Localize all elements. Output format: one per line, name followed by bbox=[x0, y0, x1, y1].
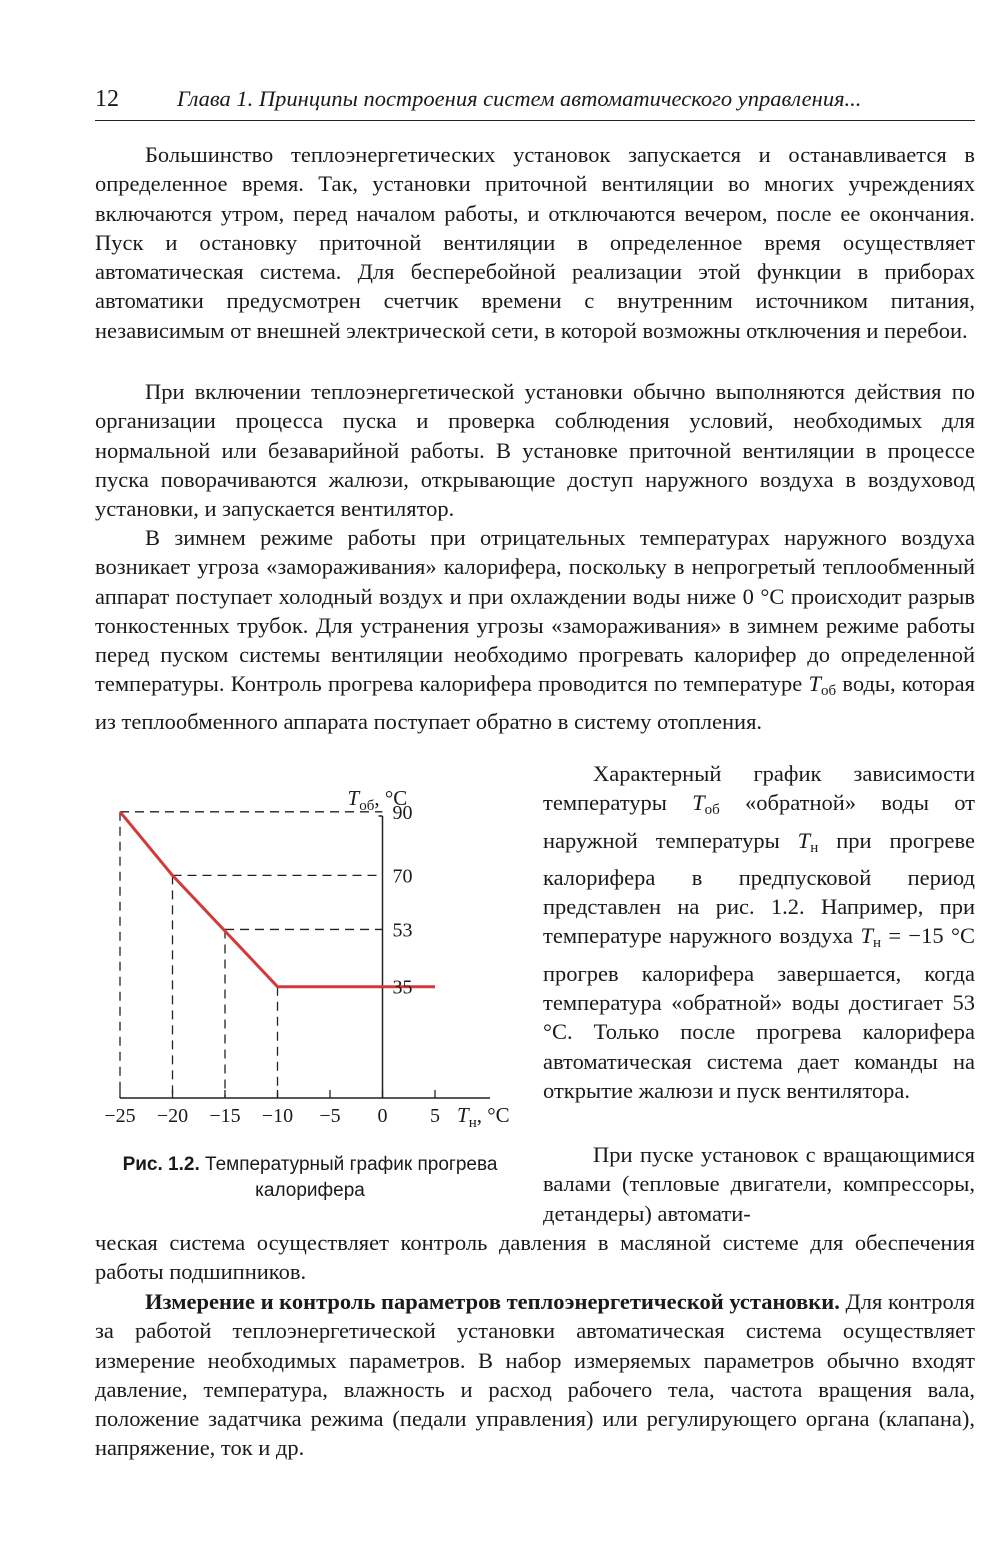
paragraph-text: воды, которая из теплообменного аппарата поступает обратно в систему отопления. bbox=[95, 671, 975, 734]
running-header bbox=[95, 84, 975, 121]
running-title: Глава 1. Принципы построения систем автоматического управления... bbox=[177, 86, 862, 111]
symbol-subscript: н bbox=[872, 935, 881, 952]
symbol-subscript: об bbox=[820, 683, 837, 700]
x-tick-label: −25 bbox=[104, 1105, 136, 1127]
x-axis-title: $T_н$, °C bbox=[457, 1103, 510, 1131]
y-tick-label: 90 bbox=[392, 801, 413, 824]
symbol-t: T bbox=[808, 671, 821, 697]
y-tick-label: 35 bbox=[392, 976, 413, 999]
paragraph-text: При пуске установок с вращающимися валами (тепловые двигатели, компрессоры, детандеры) автомати- bbox=[543, 1142, 975, 1226]
paragraph-text: Для контроля за работой теплоэнергетической установки автоматическая система осуществляет измерение необходимых параметров. В набор измеряемых параметров обычно входят давление, температура, влажность и расход рабочего тела, частота вращения вала, положение задатчика режима (педали управления) или регулирующего органа (клапана), напряжение, ток и др. bbox=[95, 1289, 975, 1461]
x-tick-label: −5 bbox=[319, 1105, 341, 1127]
paragraph-graph-description bbox=[543, 759, 975, 1105]
x-tick-label: −20 bbox=[156, 1105, 189, 1127]
paragraph-measurement bbox=[95, 1287, 975, 1463]
x-tick-label: 0 bbox=[377, 1105, 388, 1127]
chart-axes bbox=[120, 816, 490, 1098]
y-axis-title: $T_{об}$, °C bbox=[347, 786, 408, 814]
symbol-subscript: об bbox=[704, 802, 720, 819]
symbol-t: T bbox=[860, 923, 873, 949]
section-heading: Измерение и контроль параметров теплоэнергетической установки. bbox=[145, 1289, 840, 1314]
paragraph-rotating-shafts-bottom bbox=[95, 1228, 975, 1287]
paragraph-startup-actions bbox=[95, 377, 975, 523]
x-tick-label: −10 bbox=[261, 1105, 294, 1127]
paragraph-text: Большинство теплоэнергетических установок запускается и останавливается в определенное время. Так, установки приточной вентиляции во многих учреждениях включаются утром, перед началом работы, и отключаются вечером, после ее окончания. Пуск и остановку приточной вентиляции в определенное время осуществляет автоматическая система. Для бесперебойной реализации этой функции в приборах автоматики предусмотрен счетчик времени с внутренним источником питания, независимым от внешней электрической сети, в которой возможны отключения и перебои. bbox=[95, 142, 975, 343]
chart-svg bbox=[95, 780, 530, 1140]
caption-text: Температурный график прогрева калорифера bbox=[199, 1154, 498, 1201]
paragraph-text: при прогреве калорифера в предпусковой период представлен на рис. 1.2. Например, при температуре наружного воздуха bbox=[543, 827, 975, 949]
paragraph-startup-timer bbox=[95, 140, 975, 345]
figure-temperature-graph bbox=[95, 780, 530, 1140]
symbol-subscript: н bbox=[810, 839, 819, 856]
chart-guides bbox=[120, 812, 383, 1098]
chart-labels bbox=[104, 786, 509, 1131]
x-tick-label: 5 bbox=[430, 1105, 440, 1127]
y-tick-label: 53 bbox=[392, 919, 413, 942]
symbol-t: T bbox=[797, 827, 811, 853]
chart-series bbox=[120, 812, 435, 987]
paragraph-text: = −15 °С прогрев калорифера завершается, когда температура «обратной» воды достигает 53 °С. Только после прогрева калорифера автоматическая система дает команды на открытие жалюзи и пуск вентилятора. bbox=[543, 923, 976, 1103]
temperature-curve bbox=[120, 812, 435, 987]
paragraph-text: «обратной» воды от наружной температуры bbox=[543, 790, 975, 853]
paragraph-text: Характерный график зависимости температуры bbox=[543, 761, 975, 816]
figure-caption bbox=[100, 1152, 520, 1204]
paragraph-text: ческая система осуществляет контроль давления в масляной системе для обеспечения работы подшипников. bbox=[95, 1230, 975, 1285]
caption-label: Рис. 1.2. bbox=[122, 1154, 200, 1175]
paragraph-text: При включении теплоэнергетической установки обычно выполняются действия по организации процесса пуска и проверка соблюдения условий, необходимых для нормальной или безаварийной работы. В установке приточной вентиляции в процессе пуска поворачиваются жалюзи, открывающие доступ наружного воздуха в воздуховод установки, и запускается вентилятор. bbox=[95, 379, 975, 522]
y-tick-label: 70 bbox=[392, 865, 413, 888]
x-tick-label: −15 bbox=[209, 1105, 241, 1127]
symbol-t: T bbox=[692, 790, 705, 816]
paragraph-text: В зимнем режиме работы при отрицательных температурах наружного воздуха возникает угроза «замораживания» калорифера, поскольку в непрогретый теплообменный аппарат поступает холодный воздух и при охлаждении воды ниже 0 °С происходит разрыв тонкостенных трубок. Для устранения угрозы «замораживания» в зимнем режиме работы перед пуском системы вентиляции необходимо прогревать калорифер до определенной температуры. Контроль прогрева калорифера проводится по температуре bbox=[95, 525, 975, 697]
paragraph-winter-mode bbox=[95, 523, 975, 736]
page-number: 12 bbox=[95, 86, 119, 112]
paragraph-rotating-shafts-top bbox=[543, 1140, 975, 1228]
